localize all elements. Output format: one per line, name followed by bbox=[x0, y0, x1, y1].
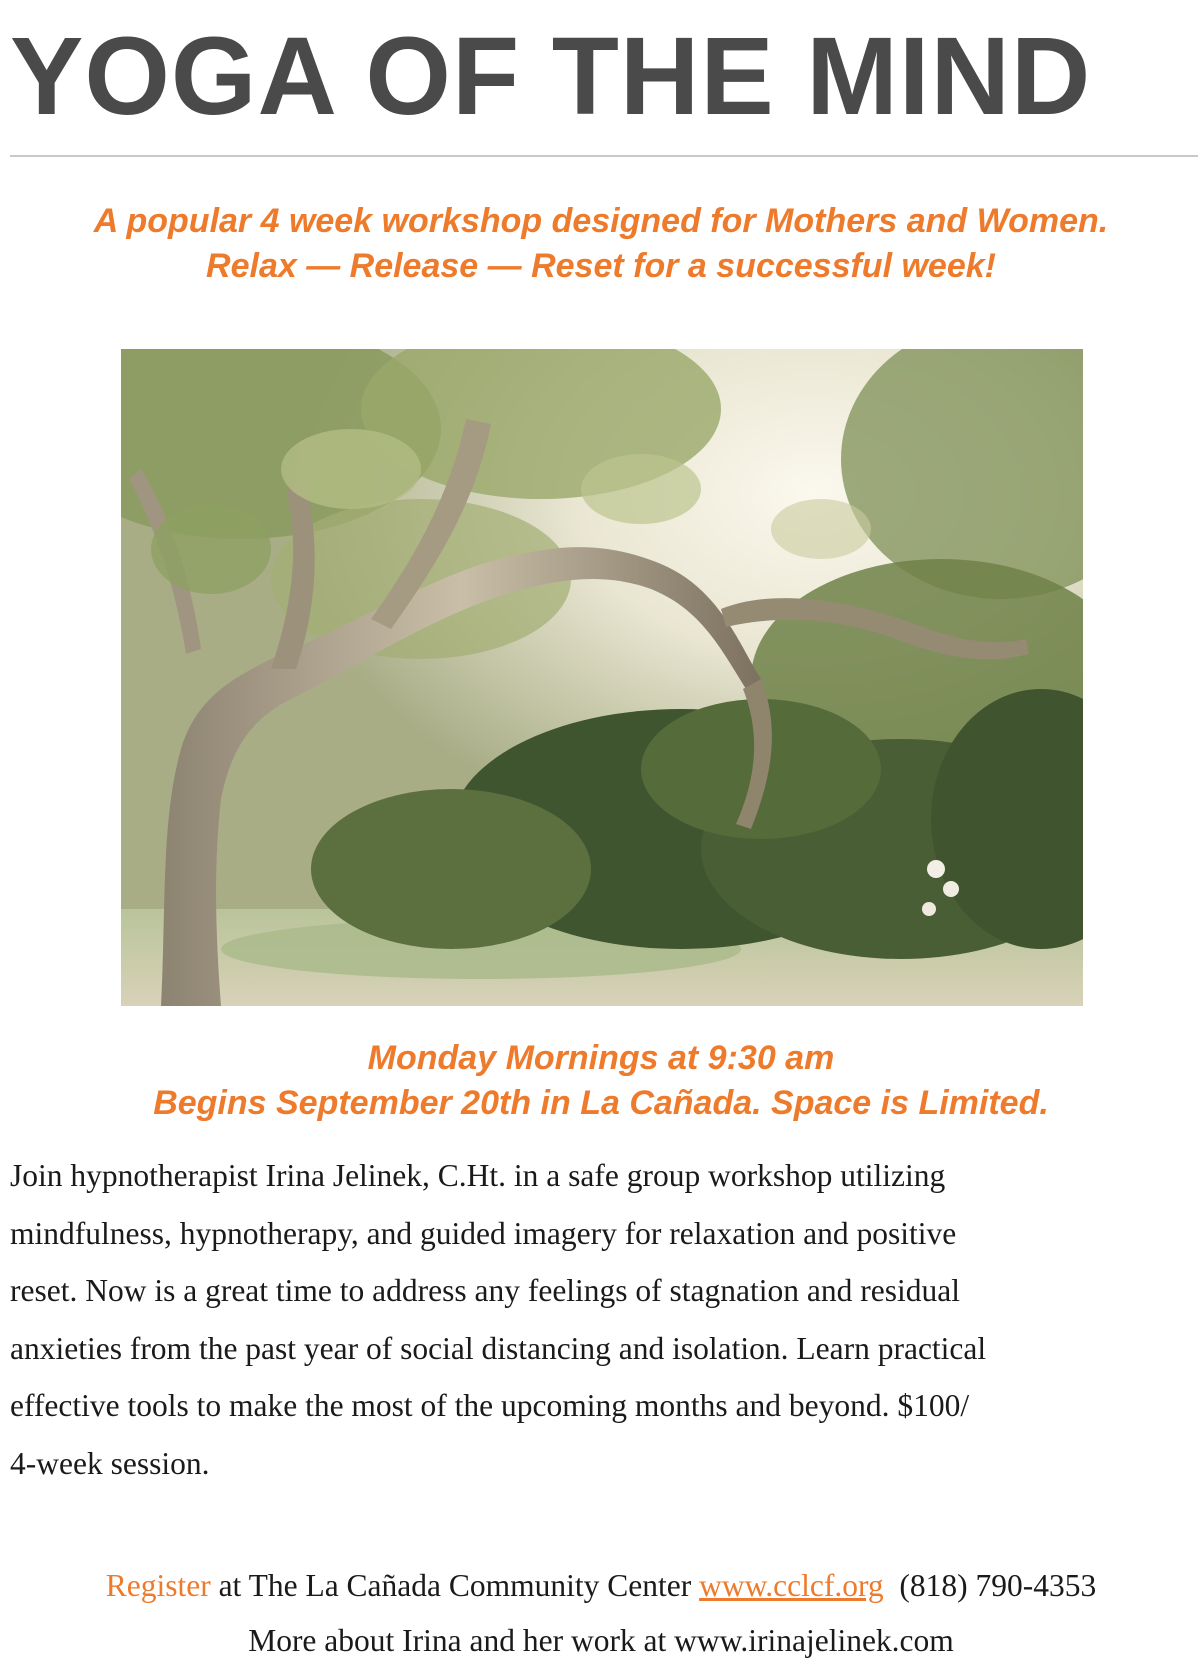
description bbox=[10, 1147, 1195, 1492]
description-line: anxieties from the past year of social distancing and isolation. Learn practical bbox=[10, 1330, 987, 1366]
more-info-line: More about Irina and her work at www.irinajelinek.com bbox=[248, 1623, 954, 1658]
page-title: YOGA OF THE MIND bbox=[10, 15, 1092, 138]
description-line: effective tools to make the most of the upcoming months and beyond. $100/ bbox=[10, 1388, 970, 1423]
schedule-start: Begins September 20th in La Cañada. Space is Limited. bbox=[153, 1084, 1049, 1122]
register-line bbox=[0, 1564, 1202, 1608]
schedule-time: Monday Mornings at 9:30 am bbox=[367, 1039, 835, 1077]
tree-photo-illustration bbox=[121, 349, 1083, 1006]
register-label: Register bbox=[105, 1568, 211, 1603]
oak-tree-image bbox=[121, 349, 1083, 1006]
description-line: reset. Now is a great time to address any feelings of stagnation and residual bbox=[10, 1273, 960, 1308]
description-line: 4-week session. bbox=[10, 1445, 210, 1481]
register-location: at The La Cañada Community Center bbox=[210, 1568, 700, 1603]
website-link[interactable]: www.cclcf.org bbox=[699, 1568, 884, 1603]
description-line: mindfulness, hypnotherapy, and guided imagery for relaxation and positive bbox=[10, 1215, 957, 1251]
description-line: Join hypnotherapist Irina Jelinek, C.Ht. in a safe group workshop utilizing bbox=[10, 1158, 946, 1193]
tagline-line-2: Relax — Release — Reset for a successful week! bbox=[206, 247, 996, 285]
tagline-line-1: A popular 4 week workshop designed for Mothers and Women. bbox=[93, 202, 1109, 240]
title-divider bbox=[10, 155, 1198, 157]
phone-number: (818) 790-4353 bbox=[883, 1568, 1097, 1603]
